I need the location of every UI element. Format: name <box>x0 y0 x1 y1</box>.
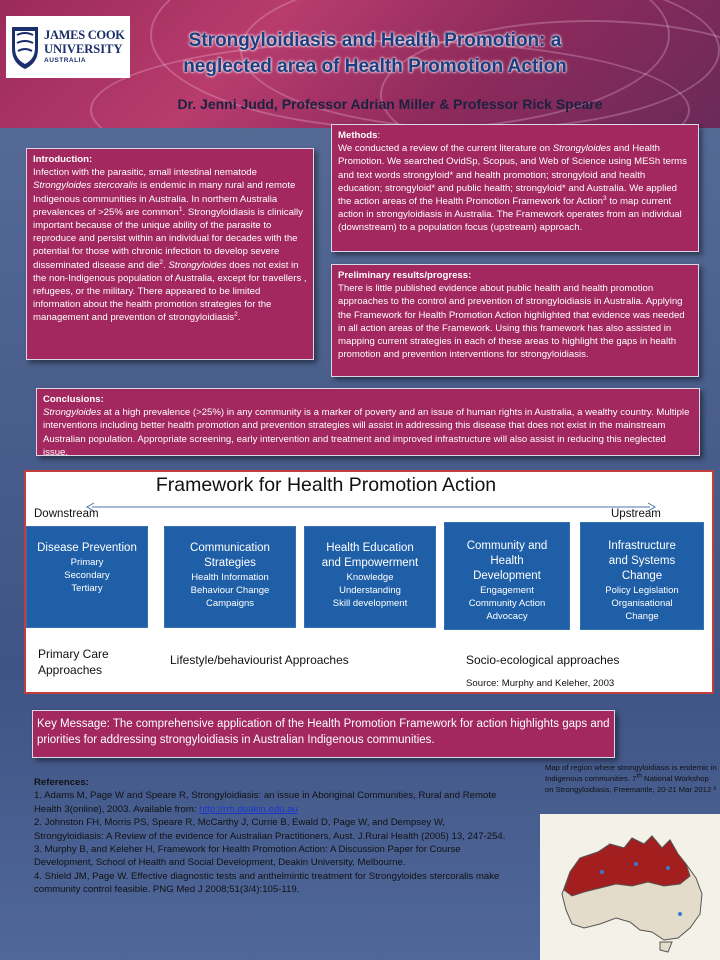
reference-item: 2. Johnston FH, Morris PS, Speare R, McCarthy J, Currie B, Ewald D, Page W, and Dempsey W, Strongyloidiasis: A Review of the evidence for Australian Practitioners, Aust. J.Rural Health (2005) 13, 247-254. <box>34 817 506 842</box>
box-title: Disease Prevention <box>37 542 137 554</box>
map-caption <box>545 762 717 795</box>
preliminary-results-box <box>331 264 699 377</box>
logo-text-1: JAMES COOK <box>44 28 125 43</box>
box-title: Health <box>490 555 524 567</box>
intro-text: . <box>163 259 169 271</box>
intro-ref: 2 <box>159 258 164 266</box>
logo-text-3: AUSTRALIA <box>44 56 87 64</box>
map-caption-sup: th <box>636 772 642 780</box>
approach-socio-ecological: Socio-ecological approaches <box>466 653 620 667</box>
approach-primary-care <box>38 646 109 678</box>
conclusions-text-italic: Strongyloides <box>43 407 102 419</box>
framework-title: Framework for Health Promotion Action <box>155 474 497 496</box>
title-line-1: Strongyloidiasis and Health Promotion: a <box>188 30 562 51</box>
framework-box-disease-prevention <box>26 526 148 628</box>
framework-box-communication <box>164 526 296 628</box>
box-title: Communication <box>190 542 270 554</box>
reference-text: 1. Adams M, Page W and Speare R, Strongyloidiasis: an issue in Aboriginal Communities, Rural and Remote Health 3(online), 2003. Available from: <box>34 790 497 815</box>
poster-title <box>140 28 610 80</box>
approach-lifestyle: Lifestyle/behaviourist Approaches <box>170 653 349 667</box>
intro-text: Infection with the parasitic, small intestinal nematode <box>33 167 257 179</box>
framework-panel <box>24 470 714 694</box>
university-logo <box>6 16 130 78</box>
authors: Dr. Jenni Judd, Professor Adrian Miller & Professor Rick Speare <box>177 96 603 112</box>
preliminary-text: There is little published evidence about public health and health promotion approaches to the control and prevention of strongyloidiasis in Australia. Applying the Framework for Health Promotion Action highlighted that evidence was needed in all action areas of the Framework. Using this framework has also assisted in mapping current strategies in each of these areas to highlight the gaps in health promotion and prevention interventions for strongyloidiasis. <box>338 283 685 361</box>
box-item: Secondary <box>64 570 110 581</box>
intro-text-italic: Strongyloides stercoralis <box>33 180 138 192</box>
introduction-heading: Introduction: <box>33 154 93 165</box>
approach-label: Primary Care <box>38 647 109 661</box>
framework-box-infrastructure <box>580 522 704 630</box>
conclusions-box <box>36 388 700 456</box>
box-item: Understanding <box>339 585 401 596</box>
references <box>34 776 514 897</box>
reference-item: 3. Murphy B, and Keleher H, Framework for Health Promotion Action: A Discussion Paper for Course Development, School of Health and Social Development, Deakin University, Melbourne. <box>34 844 461 869</box>
methods-ref: 3 <box>603 194 607 202</box>
introduction-box <box>26 148 314 360</box>
reference-item: 4. Shield JM, Page W. Effective diagnostic tests and anthelmintic treatment for Strongyloides stercoralis make community control feasible. PNG Med J 2008;51(3/4):105-119. <box>34 870 500 896</box>
methods-box <box>331 124 699 252</box>
intro-ref: 2 <box>234 311 238 319</box>
map-caption-text: Map of region where strongyloidiasis is endemic in Indigenous communities. 7 <box>545 763 717 783</box>
methods-text: and Health Promotion. We searched OvidSp, Scopus, and Web of Science using MESh terms and text words strongyloid* and health promotion; strongyloid and health education; strongyloid* and public health; strongyloid* and Australia. We applied the action areas of the Health Promotion Framework for Action <box>338 143 687 208</box>
approach-label: Approaches <box>38 663 103 677</box>
reference-link[interactable]: http://rrh.deakin.edu.au <box>199 803 298 815</box>
box-item: Skill development <box>332 598 408 609</box>
double-arrow-icon <box>86 502 656 512</box>
map-caption-text: National Workshop on Strongyloidiasis, Freemantle, 20-21 Mar 2012 <box>545 774 714 794</box>
preliminary-heading: Preliminary results/progress: <box>338 270 472 281</box>
conclusions-heading: Conclusions: <box>43 394 104 405</box>
intro-text: . Strongyloidiasis is clinically important because of the unique ability of the parasite to reproduce and persist within an individual for decades with the potential for those with chronic infection to develop severe disseminated disease and die <box>33 206 303 271</box>
methods-text: We conducted a review of the current literature on <box>338 143 553 155</box>
intro-ref: 1 <box>178 205 183 213</box>
map-caption-ref: ³ <box>713 785 716 794</box>
intro-text: does not exist in the non-Indigenous population of Australia, except for travellers , refugees, or the military. There appeared to be limited information about the health promotion strategies for the management and prevention of strongyloidiasis <box>33 259 307 324</box>
key-message-box: Key Message: The comprehensive application of the Health Promotion Framework for action highlights gaps and priorities for addressing strongyloidiasis in Australian Indigenous communities. <box>32 710 615 758</box>
box-title: Infrastructure <box>608 540 676 552</box>
methods-heading: Methods <box>338 130 378 141</box>
box-title: Change <box>621 570 663 582</box>
reference-item <box>34 789 514 816</box>
methods-text: to map current action in strongyloidiasis in Australia. The Framework operates from an individual (downstream) to a population focus (upstream) approach. <box>338 196 682 234</box>
logo-text-2: UNIVERSITY <box>44 41 123 56</box>
intro-text: is endemic in many rural and remote Indigenous communities in Australia. In northern Australia prevalences of >25% are common <box>33 180 296 218</box>
box-item: Policy Legislation <box>605 585 679 596</box>
box-item: Organisational <box>611 598 673 609</box>
box-item: Tertiary <box>71 583 103 594</box>
framework-box-health-education <box>304 526 436 628</box>
box-title: Strategies <box>204 557 256 569</box>
australia-map <box>540 814 720 960</box>
framework-source: Source: Murphy and Keleher, 2003 <box>466 678 615 689</box>
box-item: Knowledge <box>346 572 394 583</box>
box-title: Health Education <box>326 542 414 554</box>
methods-text: : <box>377 130 381 141</box>
methods-text-italic: Strongyloides <box>552 143 611 155</box>
intro-text-italic: Strongyloides <box>168 259 227 271</box>
box-item: Primary <box>70 557 104 568</box>
box-item: Health Information <box>191 572 269 583</box>
title-line-2: neglected area of Health Promotion Action <box>183 56 567 77</box>
crest-icon <box>10 23 40 71</box>
box-title: Development <box>473 570 541 582</box>
box-item: Change <box>625 611 659 622</box>
australia-map-icon <box>540 814 720 960</box>
box-item: Engagement <box>480 585 534 596</box>
box-title: and Empowerment <box>321 557 419 569</box>
box-title: Community and <box>466 540 548 552</box>
box-item: Advocacy <box>486 611 528 622</box>
box-title: and Systems <box>608 555 676 567</box>
upstream-label: Upstream <box>611 508 661 520</box>
box-item: Behaviour Change <box>190 585 270 596</box>
conclusions-text: at a high prevalence (>25%) in any community is a marker of poverty and an issue of human rights in Australia, a wealthy country. Multiple interventions including better health promotion and prevention strategies will assist in addressing this disease that does not exist in the mainstream Australian population. Appropriate screening, early intervention and treatment and improved infrastructure will also assist in reducing this neglected issue. <box>43 407 690 458</box>
intro-text: . <box>237 312 241 324</box>
downstream-label: Downstream <box>34 508 99 520</box>
framework-box-community <box>444 522 570 630</box>
box-item: Community Action <box>468 598 546 609</box>
references-heading: References: <box>34 777 89 788</box>
box-item: Campaigns <box>205 598 255 609</box>
